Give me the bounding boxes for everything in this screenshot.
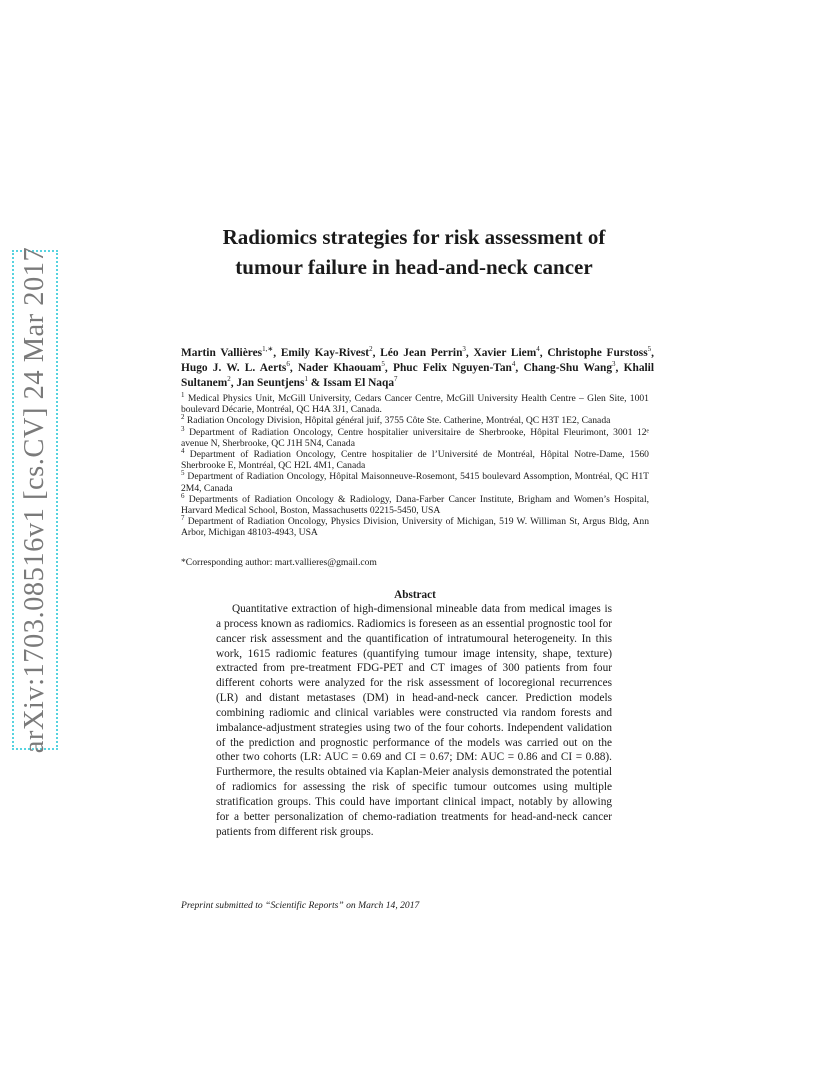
affiliation-number: 6	[181, 491, 185, 500]
author-affiliation-mark: 5	[647, 345, 652, 354]
affiliation-list	[181, 390, 650, 539]
author-separator: ,	[372, 347, 381, 359]
abstract-heading: Abstract	[394, 589, 436, 601]
author-separator: &	[307, 377, 324, 389]
author	[474, 347, 548, 359]
author-name: Chang-Shu Wang	[523, 362, 613, 374]
author-name: Xavier Liem	[473, 347, 537, 359]
author-affiliation-mark: 2	[227, 375, 231, 384]
arxiv-identifier: arXiv:1703.08516v1 [cs.CV] 24 Mar 2017	[19, 246, 50, 754]
corresponding-author: *Corresponding author: mart.vallieres@gmail.com	[181, 557, 377, 568]
author-separator: ,	[289, 362, 298, 374]
paper-title	[180, 222, 648, 282]
author-name: Nader Khaouam	[297, 362, 382, 374]
author-affiliation-mark: 4	[511, 360, 516, 369]
author-affiliation-mark: 1	[304, 375, 308, 384]
author-affiliation-mark: 1,∗	[262, 345, 274, 354]
author-affiliation-mark: 6	[286, 360, 290, 369]
author-name: Christophe Furstoss	[547, 347, 648, 359]
affiliation	[181, 415, 649, 426]
title-line-2: tumour failure in head-and-neck cancer	[235, 255, 593, 279]
author-list	[181, 346, 654, 391]
author-name: Issam El Naqa	[323, 377, 395, 389]
author-separator: ,	[384, 362, 393, 374]
affiliation-text: Medical Physics Unit, McGill University, Cedars Cancer Centre, McGill University Health Centre – Glen Site, 1001 boulevard Décarie, Montréal, QC H4A 3J1, Canada.	[181, 393, 649, 416]
author	[281, 347, 380, 359]
author-affiliation-mark: 3	[612, 360, 616, 369]
affiliation-number: 4	[181, 446, 185, 455]
author-affiliation-mark: 2	[369, 345, 373, 354]
author-name: Martin Vallières	[181, 347, 263, 359]
author-name: Hugo J. W. L. Aerts	[181, 362, 287, 374]
affiliation-number: 7	[181, 514, 185, 523]
affiliation-text: Radiation Oncology Division, Hôpital général juif, 3755 Côte Ste. Catherine, Montréal, QC H3T 1E2, Canada	[186, 415, 611, 427]
author-separator: ,	[615, 362, 624, 374]
author	[380, 347, 473, 359]
title-line-1: Radiomics strategies for risk assessment of	[222, 225, 606, 249]
author	[298, 362, 393, 374]
affiliation	[181, 491, 650, 517]
arxiv-stamp	[12, 246, 58, 754]
author	[523, 362, 623, 374]
abstract-text: Quantitative extraction of high-dimensional mineable data from medical images is a process known as radiomics. Radiomics is foreseen as an essential prognostic tool for cancer risk assessment and the quantification of intratumoural heterogeneity. In this work, 1615 radiomic features (quantifying tumour image intensity, shape, texture) extracted from pre-treatment FDG-PET and CT images of 300 patients from four different cohorts were analyzed for the risk assessment of locoregional recurrences (LR) and distant metastases (DM) in head-and-neck cancer. Prediction models combining radiomic and clinical variables were constructed via random forests and imbalance-adjustment strategies using two of the four cohorts. Independent validation of the prediction and prognostic performance of the models was carried out on the other two cohorts (LR: AUC = 0.69 and CI = 0.67; DM: AUC = 0.86 and CI = 0.88). Furthermore, the results obtained via Kaplan-Meier analysis demonstrated the potential of radiomics for assessing the risk of specific tumour outcomes using multiple stratification groups. This could have important clinical impact, notably by allowing for a better personalization of chemo-radiation treatments for head-and-neck cancer patients from different risk groups.	[216, 603, 612, 838]
author-separator: ,	[539, 347, 548, 359]
author	[393, 362, 523, 374]
author-affiliation-mark: 7	[394, 375, 398, 384]
author-separator: ,	[230, 377, 237, 389]
affiliation-number: 2	[181, 413, 185, 422]
affiliation	[181, 390, 649, 416]
author-affiliation-mark: 4	[536, 345, 540, 354]
author-name: Emily Kay-Rivest	[280, 347, 370, 359]
author-separator: ,	[515, 362, 524, 374]
author-separator: ,	[465, 347, 474, 359]
affiliation-text: Department of Radiation Oncology, Centre hospitalier de l’Université de Montréal, Hôpital Notre-Dame, 1560 Sherbrooke E, Montréal, QC H2L 4M1, Canada	[181, 449, 649, 472]
affiliation-text: Department of Radiation Oncology, Hôpital Maisonneuve-Rosemont, 5415 boulevard Assomption, Montréal, QC H1T 2M4, Canada	[181, 471, 649, 494]
affiliation-number: 1	[181, 390, 185, 399]
affiliation-number: 3	[181, 424, 185, 433]
affiliation-number: 5	[181, 469, 185, 478]
affiliation	[181, 424, 649, 449]
author-name: Khalil Sultanem	[181, 362, 655, 389]
author	[547, 347, 654, 359]
affiliation	[181, 471, 649, 493]
author-affiliation-mark: 5	[381, 360, 385, 369]
author	[323, 377, 397, 389]
author-separator: ,	[651, 347, 654, 359]
author-affiliation-mark: 3	[462, 345, 466, 354]
affiliation	[181, 516, 649, 538]
author	[181, 347, 281, 359]
author	[236, 377, 323, 389]
author-name: Phuc Felix Nguyen-Tan	[393, 362, 512, 374]
author-name: Léo Jean Perrin	[380, 347, 463, 359]
affiliation	[181, 446, 649, 472]
preprint-note: Preprint submitted to “Scientific Reports” on March 14, 2017	[181, 900, 420, 911]
affiliation-text: Department of Radiation Oncology, Physics Division, University of Michigan, 519 W. Williman St, Argus Bldg, Ann Arbor, Michigan 48103-4943, USA	[181, 516, 649, 539]
author	[181, 362, 298, 374]
affiliation-text: Department of Radiation Oncology, Centre hospitalier universitaire de Sherbrooke, Hôpital Fleurimont, 3001 12ᵉ avenue N, Sherbrooke, QC J1H 5N4, Canada	[181, 426, 649, 449]
affiliation-text: Departments of Radiation Oncology & Radiology, Dana-Farber Cancer Institute, Brigham and Women’s Hospital, Harvard Medical School, Boston, Massachusetts 02215-5450, USA	[181, 493, 650, 517]
author-separator: ,	[273, 347, 281, 359]
author-name: Jan Seuntjens	[236, 377, 305, 389]
